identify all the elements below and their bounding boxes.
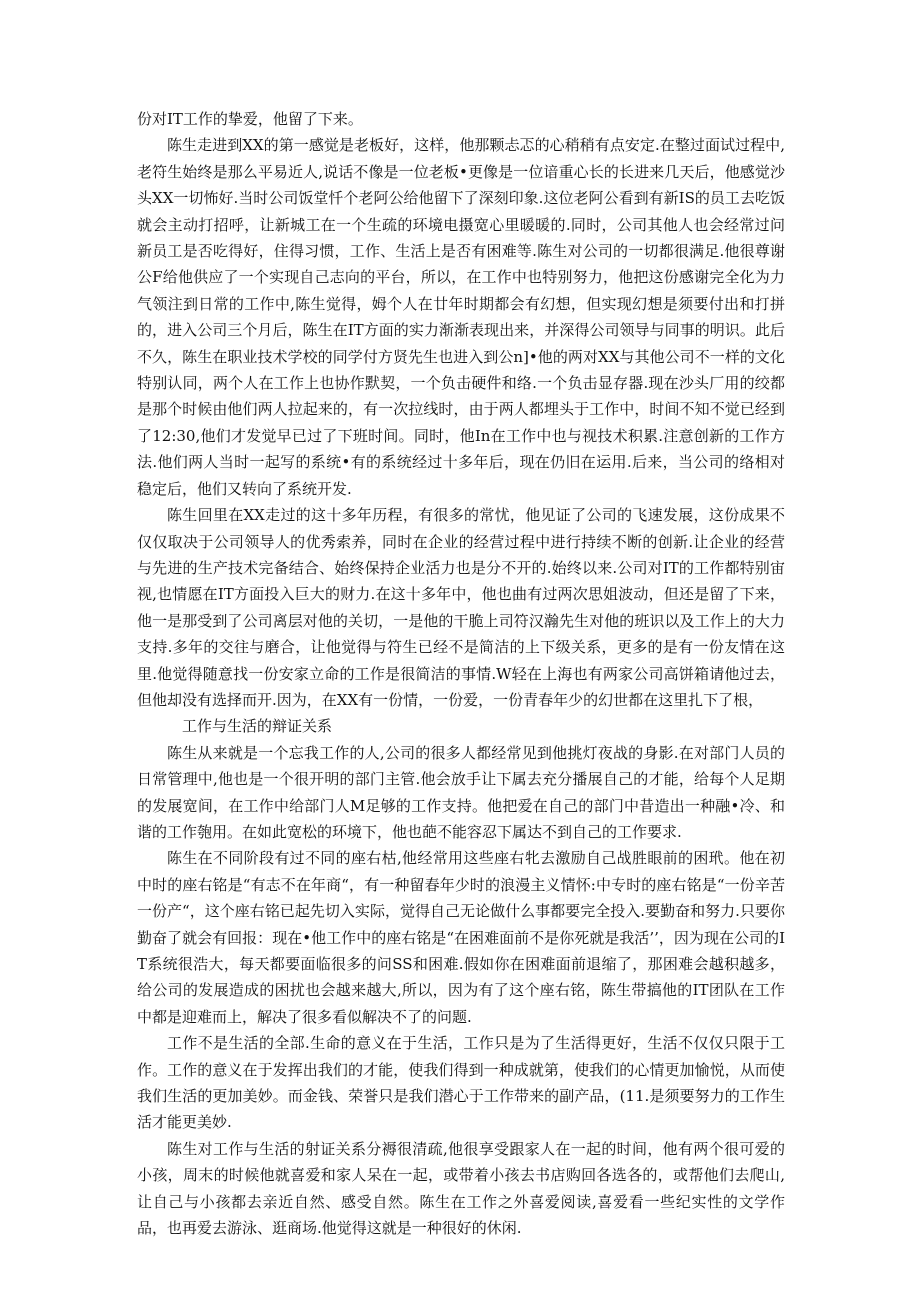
paragraph-3: 陈生回里在XX走过的这十多年历程，有很多的常忧，他见证了公司的飞速发展，这份成果不仅仅取决于公司领导人的优秀索养，同时在企业的经营过程中进行持续不断的创新.让企业的经营与先进的生产技术完备结合、始终保持企业活力也是分不开的.始终以来.公司对IT的工作都特别宙视,也情愿在IT方面投入巨大的财力.在这十多年中，他也曲有过两次思姐波动，但还是留了下来，他一是那受到了公司离层对他的关切，一是他的干脆上司符汉瀚先生对他的班识以及工作上的大力支持.多年的交往与磨合，让他觉得与符生已经不是简洁的上下级关系，更多的是有一份友情在这里.他觉得随意找一份安家立命的工作是很简洁的事情.W轻在上海也有两家公司高饼箱请他过去，但他却没有选择而开.因为，在XX有一份情，一份爱，一份青春年少的幻世都在这里扎下了根， [137,506,785,709]
paragraph-5: 陈生在不同阶段有过不同的座右枯,他经常用这些座右牝去激励自己战胜眼前的困玳。他在初中时的座右铭是“有志不在年商“，有一种留春年少时的浪漫主义情怀:中专时的座右铭是“一份辛苦一份产“，这个座右铭已起先切入实际，觉得自己无论做什么事都要完全投入.要勤奋和努力.只要你勤奋了就会有回报：现在•他工作中的座右铭是“在困难面前不是你死就是我活’’，因为现在公司的IT系统很浩大，每天都要面临很多的问SS和困难.假如你在困难面前退缩了，那困难会越积越多，给公司的发展造成的困扰也会越来越大,所以，因为有了这个座右铭，陈生带搞他的IT团队在工作中都是迎难而上，解决了很多看似解决不了的问题. [137,849,785,1026]
paragraph-2: 陈生走进到XX的第一感觉是老板好，这样，他那颗忐忑的心稍稍有点安定.在整过面试过程中,老符生始终是那么平易近人,说话不像是一位老板•更像是一位谙重心长的长进来几天后，他感觉沙头XX一切怖好.当时公司饭堂忏个老阿公给他留下了深刻印象.这位老阿公看到有新IS的员工去吃饭就会主动打招呼，让新城工在一个生疏的环境电摄宽心里暖暖的.同时，公司其他人也会经常过问新员工是否吃得好，住得习惯，工作、生活上是否有困难等.陈生对公司的一切都很满足.他很尊谢公F给他供应了一个实现自己志向的平台，所以，在工作中也特别努力，他把这份感谢完全化为力气领注到日常的工作中,陈生觉得，姆个人在廿年时期都会有幻想，但实现幻想是须要付出和打拼的，进入公司三个月后，陈生在IT方面的实力渐渐表现出来，并深得公司领导与同事的明识。此后不久，陈生在职业技术学校的同学付方贤先生也进入到公n]•他的两对XX与其他公司不一样的文化特别认同，两个人在工作上也协作默契，一个负击硬件和络.一个负击显存器.现在沙头厂用的绞都是那个时候由他们两人拉起来的，有一次拉线时，由于两人都埋头于工作中，时间不知不觉已经到了12:30,他们才发觉早已过了下班时间。同时，他In在工作中也与视技术积累.注意创新的工作方法.他们两人当时一起写的系统•有的系统经过十多年后，现在仍旧在运用.后来，当公司的络相对稳定后，他们又转向了系统开发. [137,136,785,498]
paragraph-4: 陈生从来就是一个忘我工作的人,公司的很多人都经常见到他挑灯夜战的身影.在对部门人员的日常管理中,他也是一个很开明的部门主管.他会放手让下属去充分播展自己的才能，给每个人足期的发展宽间，在工作中给部门人M足够的工作支持。他把爱在自己的部门中昔造出一种融•冷、和谐的工作匏用。在如此宽松的环境下，他也葩不能容忍下属达不到自己的工作要求. [137,743,785,841]
paragraph-7: 陈生对工作与生活的射证关系分褥很清疏,他很享受跟家人在一起的时间，他有两个很可爱的小孩，周末的时候他就喜爱和家人呆在一起，或带着小孩去书店购回各选各的，或帮他们去爬山,让自己与小孩都去亲近自然、感受自然。陈生在工作之外喜爱阅读,喜爱看一些纪实性的文学作品，也再爱去游泳、逛商场.他觉得这就是一种很好的休闲. [137,1139,785,1238]
paragraph-6: 工作不是生活的全部.生命的意义在于生活，工作只是为了生活得更好，生活不仅仅只限于工作。工作的意义在于发挥出我们的才能，使我们得到一种成就第，使我们的心情更加愉悦，从而使我们生活的更加美妙。而金钱、荣誉只是我们潜心于工作带来的副产品，(11.是须要努力的工作生活才能更美妙. [137,1034,785,1132]
section-heading: 工作与生活的辩证关系 [182,717,333,736]
paragraph-1: 份对IT工作的挚爱，他留了下来。 [137,110,363,128]
document-page [137,106,785,1241]
